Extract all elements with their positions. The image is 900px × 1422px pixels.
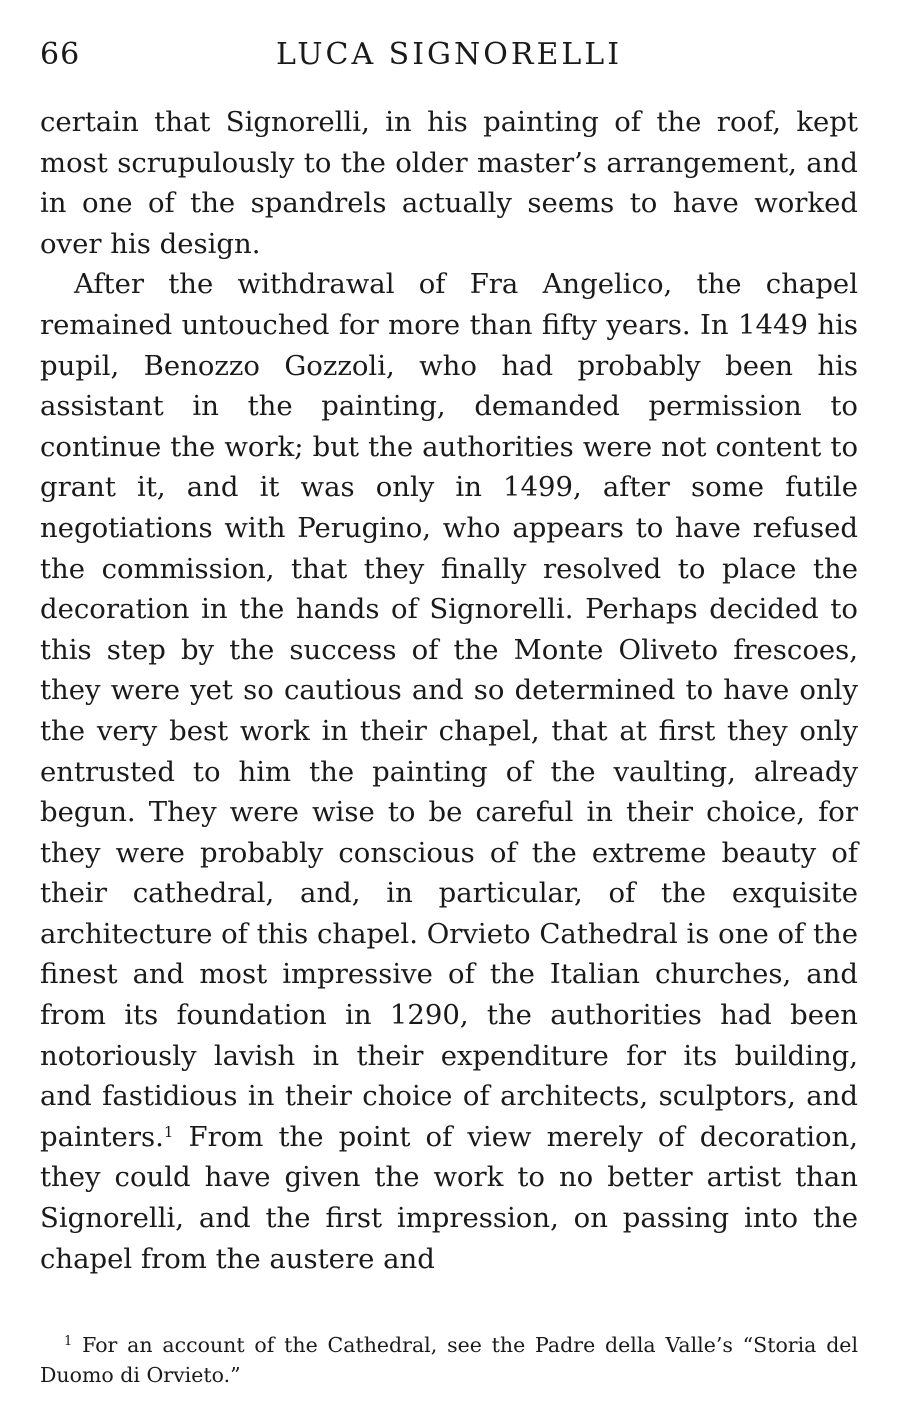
running-head: [40, 30, 858, 80]
paragraph: [40, 264, 858, 1279]
running-title: LUCA SIGNORELLI: [275, 37, 623, 72]
body-text: [40, 102, 858, 1279]
paragraph-text: After the withdrawal of Fra Angelico, the chapel remained untouched for more than fifty years. In 1449 his pupil, Benozzo Gozzoli, who had probably been his assistant in the painting, demanded permission to continue the work; but the authorities were not content to grant it, and it was only in 1499, after some futile negotiations with Perugino, who appears to have refused the commission, that they finally resolved to place the decoration in the hands of Signorelli. Perhaps decided to this step by the success of the Monte Oliveto frescoes, they were yet so cautious and so determined to have only the very best work in their chapel, that at first they only entrusted to him the painting of the vaulting, already begun. They were wise to be careful in their choice, for they were probably conscious of the extreme beauty of their cathedral, and, in particular, of the exquisite architecture of this chapel. Orvieto Cathedral is one of the finest and most impressive of the Italian churches, and from its foundation in 1290, the authorities had been notoriously lavish in their expenditure for its building, and fastidious in their choice of architects, sculptors, and painters.: [40, 268, 858, 1153]
paragraph-continued: certain that Signorelli, in his painting of the roof, kept most scrupulously to the older master’s arrangement, and in one of the spandrels actually seems to have worked over his design.: [40, 106, 858, 260]
footnote-reference[interactable]: 1: [163, 1122, 174, 1141]
footnote-marker: 1: [64, 1334, 73, 1349]
book-page: [40, 30, 858, 1279]
paragraph-text-continued: From the point of view merely of decoration, they could have given the work to no better artist than Signorelli, and the first impression, on passing into the chapel from the austere and: [40, 1120, 858, 1275]
footnote-text: For an account of the Cathedral, see the Padre della Valle’s “Storia del Duomo di Orvieto.”: [40, 1333, 858, 1387]
footnote: [40, 1330, 858, 1390]
page-number: 66: [40, 37, 81, 72]
